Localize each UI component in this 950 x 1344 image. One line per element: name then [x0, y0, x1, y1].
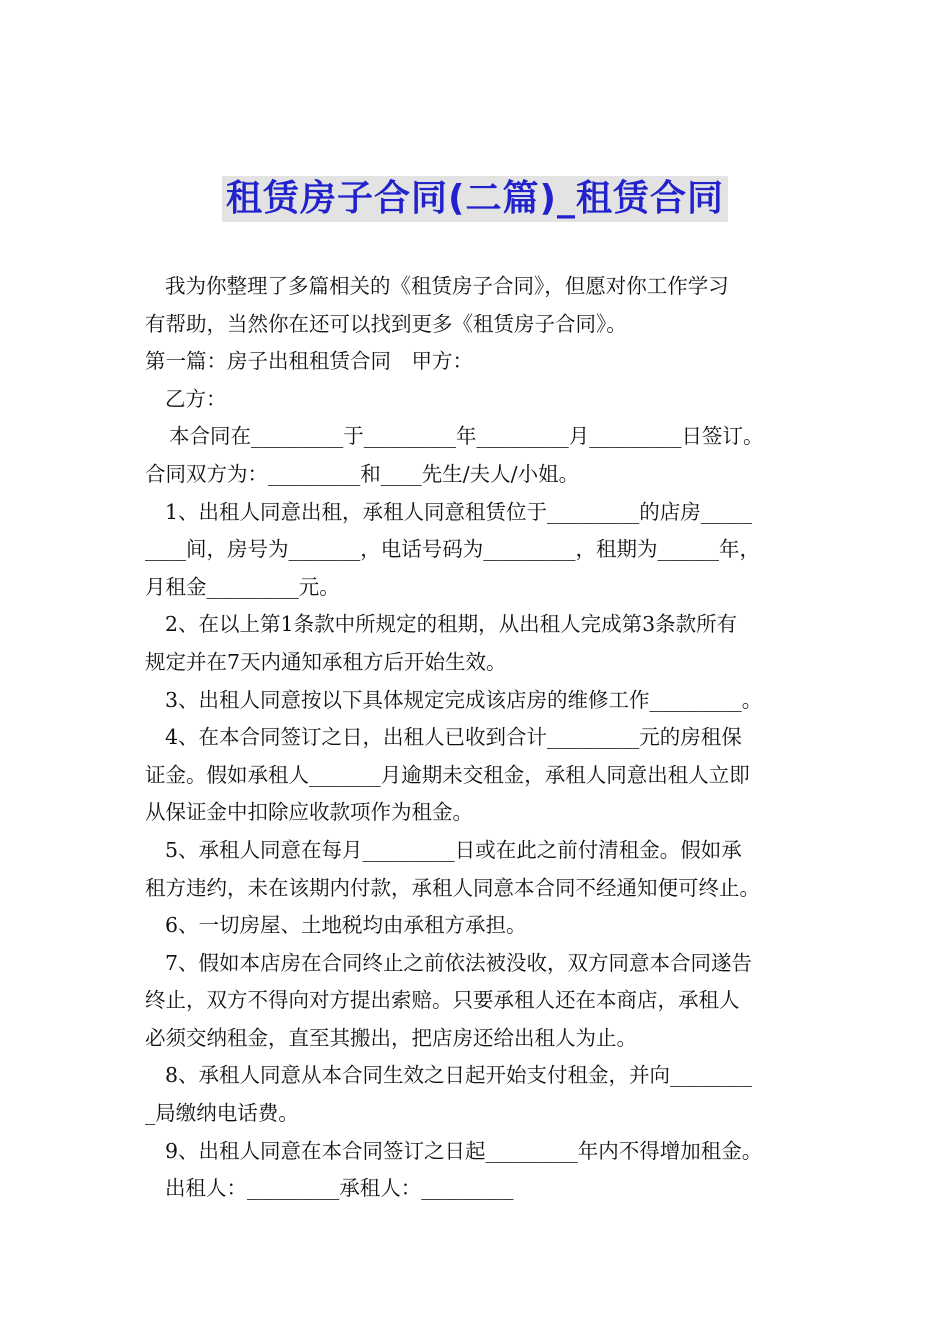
document-body — [145, 268, 811, 1208]
clause-8-line-2: _局缴纳电话费。 — [145, 1101, 299, 1126]
clause-7-line-1: 7、假如本店房在合同终止之前依法被没收，双方同意本合同遂告 — [165, 950, 753, 975]
signing-date-line: 本合同在_________于_________年_________月_________日签订。 — [169, 424, 764, 449]
intro-line-2: 有帮助，当然你在还可以找到更多《租赁房子合同》。 — [145, 311, 627, 336]
signature-line: 出租人：_________承租人：_________ — [165, 1176, 514, 1201]
clause-8-line-1: 8、承租人同意从本合同生效之日起开始支付租金，并向________ — [165, 1063, 753, 1088]
clause-2-line-2: 规定并在7天内通知承租方后开始生效。 — [145, 649, 507, 674]
parties-line: 合同双方为：_________和____先生/夫人/小姐。 — [145, 461, 580, 486]
document-title: 租赁房子合同(二篇)_租赁合同 — [222, 176, 728, 222]
clause-4-line-2: 证金。假如承租人_______月逾期未交租金，承租人同意出租人立即 — [145, 762, 750, 787]
clause-7-line-3: 必须交纳租金，直至其搬出，把店房还给出租人为止。 — [145, 1025, 637, 1050]
clause-5-line-1: 5、承租人同意在每月_________日或在此之前付清租金。假如承 — [165, 837, 742, 862]
part-one-heading: 第一篇：房子出租租赁合同 甲方： — [145, 349, 473, 374]
clause-9-line-1: 9、出租人同意在本合同签订之日起_________年内不得增加租金。 — [165, 1138, 763, 1163]
title-container — [0, 176, 950, 222]
clause-4-line-3: 从保证金中扣除应收款项作为租金。 — [145, 800, 473, 825]
clause-5-line-2: 租方违约，未在该期内付款，承租人同意本合同不经通知便可终止。 — [145, 875, 760, 900]
intro-line-1: 我为你整理了多篇相关的《租赁房子合同》，但愿对你工作学习 — [165, 274, 729, 298]
clause-4-line-1: 4、在本合同签订之日，出租人已收到合计_________元的房租保 — [165, 725, 742, 750]
clause-7-line-2: 终止，双方不得向对方提出索赔。只要承租人还在本商店，承租人 — [145, 988, 740, 1013]
clause-1-line-3: 月租金_________元。 — [145, 574, 340, 599]
clause-6-line-1: 6、一切房屋、土地税均由承租方承担。 — [165, 913, 527, 938]
clause-3-line-1: 3、出租人同意按以下具体规定完成该店房的维修工作_________。 — [165, 687, 763, 712]
party-b-line: 乙方： — [165, 386, 227, 411]
clause-2-line-1: 2、在以上第1条款中所规定的租期，从出租人完成第3条款所有 — [165, 612, 738, 637]
clause-1-line-2: ____间，房号为_______，电话号码为_________，租期为______年， — [145, 537, 760, 562]
clause-1-line-1: 1、出租人同意出租，承租人同意租赁位于_________的店房_____ — [165, 499, 753, 524]
